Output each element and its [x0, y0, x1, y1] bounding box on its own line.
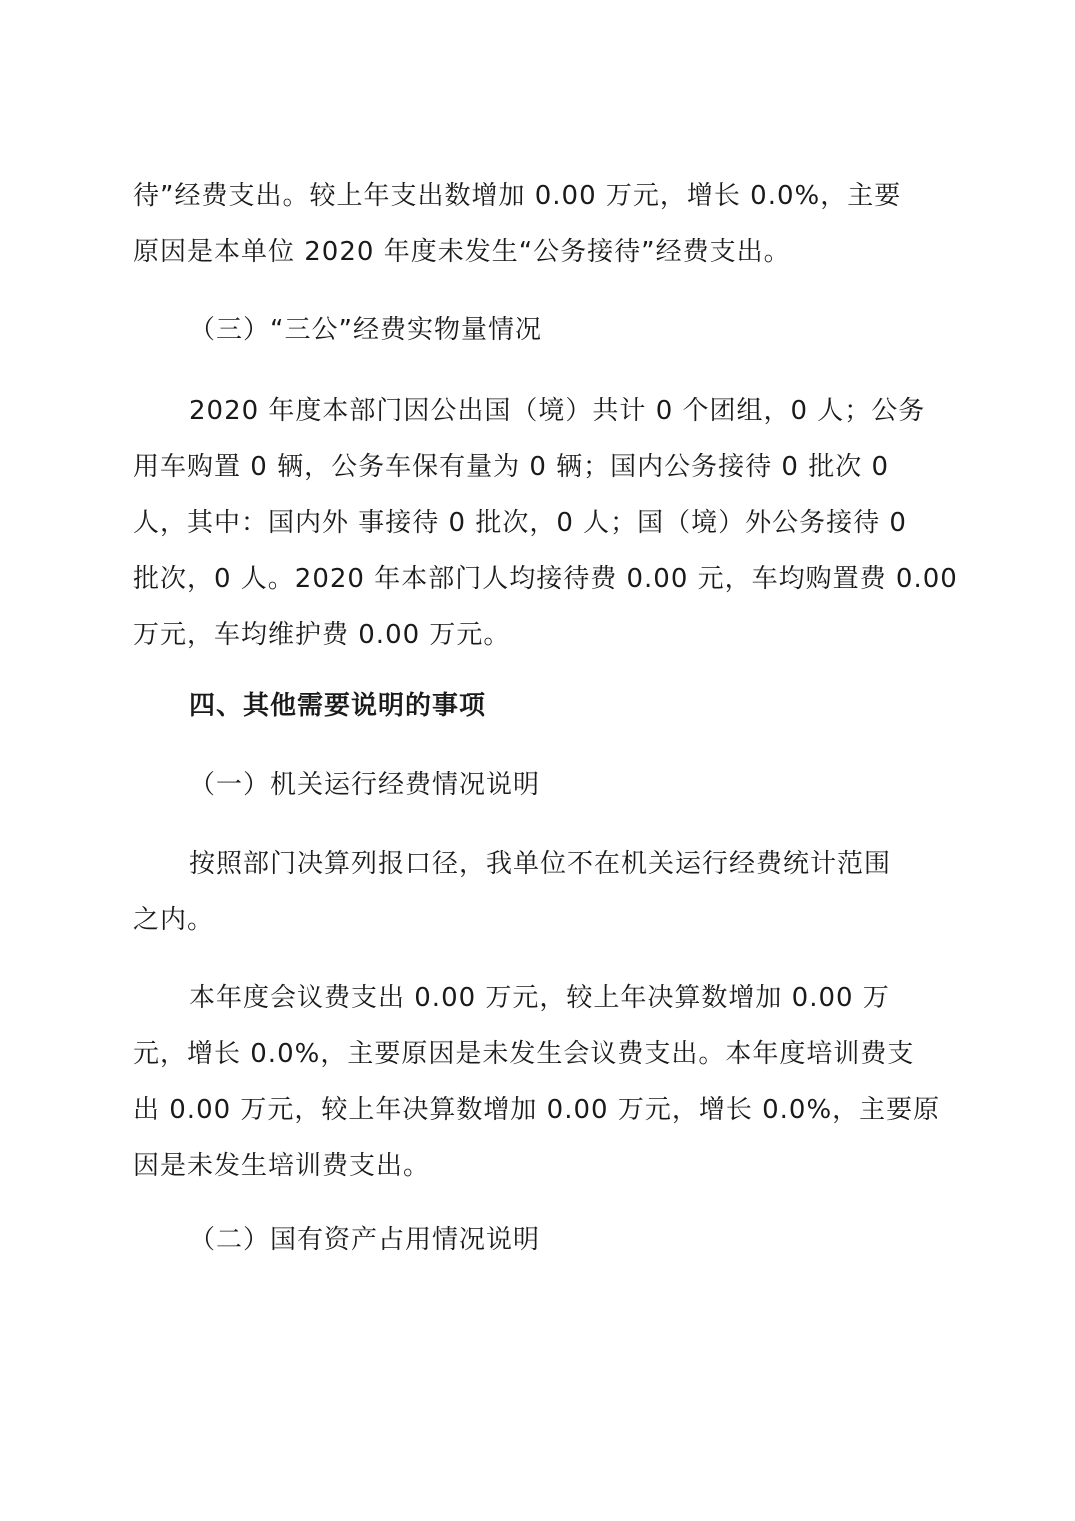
paragraph-physical-quantity — [133, 383, 958, 663]
text-line: 万元，车均维护费 0.00 万元。 — [133, 620, 511, 650]
section-heading-other-matters — [133, 678, 945, 734]
subheading-text: （一）机关运行经费情况说明 — [189, 770, 541, 800]
paragraph-operating-expenses — [133, 836, 945, 948]
subheading-text: （三）“三公”经费实物量情况 — [189, 315, 542, 345]
text-line: 因是未发生培训费支出。 — [133, 1151, 431, 1181]
section-heading-text: 四、其他需要说明的事项 — [189, 691, 487, 721]
text-line: 之内。 — [133, 905, 215, 935]
text-line: 人，其中：国内外 事接待 0 批次，0 人；国（境）外公务接待 0 — [133, 508, 907, 538]
text-line: 本年度会议费支出 0.00 万元，较上年决算数增加 0.00 万 — [189, 983, 890, 1013]
text-line: 批次，0 人。2020 年本部门人均接待费 0.00 元，车均购置费 0.00 — [133, 564, 958, 594]
text-line: 原因是本单位 2020 年度未发生“公务接待”经费支出。 — [133, 237, 791, 267]
text-line: 出 0.00 万元，较上年决算数增加 0.00 万元，增长 0.0%，主要原 — [133, 1095, 941, 1125]
subheading-text: （二）国有资产占用情况说明 — [189, 1225, 541, 1255]
text-line: 元，增长 0.0%，主要原因是未发生会议费支出。本年度培训费支 — [133, 1039, 915, 1069]
subheading-operating-expenses — [133, 757, 945, 813]
paragraph-hospitality-continued — [133, 168, 945, 280]
text-line: 按照部门决算列报口径，我单位不在机关运行经费统计范围 — [189, 849, 892, 879]
subheading-physical-quantity — [133, 302, 945, 358]
text-line: 待”经费支出。较上年支出数增加 0.00 万元，增长 0.0%，主要 — [133, 181, 902, 211]
text-line: 2020 年度本部门因公出国（境）共计 0 个团组，0 人；公务 — [189, 396, 926, 426]
text-line: 用车购置 0 辆，公务车保有量为 0 辆；国内公务接待 0 批次 0 — [133, 452, 890, 482]
subheading-state-assets — [133, 1212, 945, 1268]
paragraph-meeting-training — [133, 970, 945, 1194]
